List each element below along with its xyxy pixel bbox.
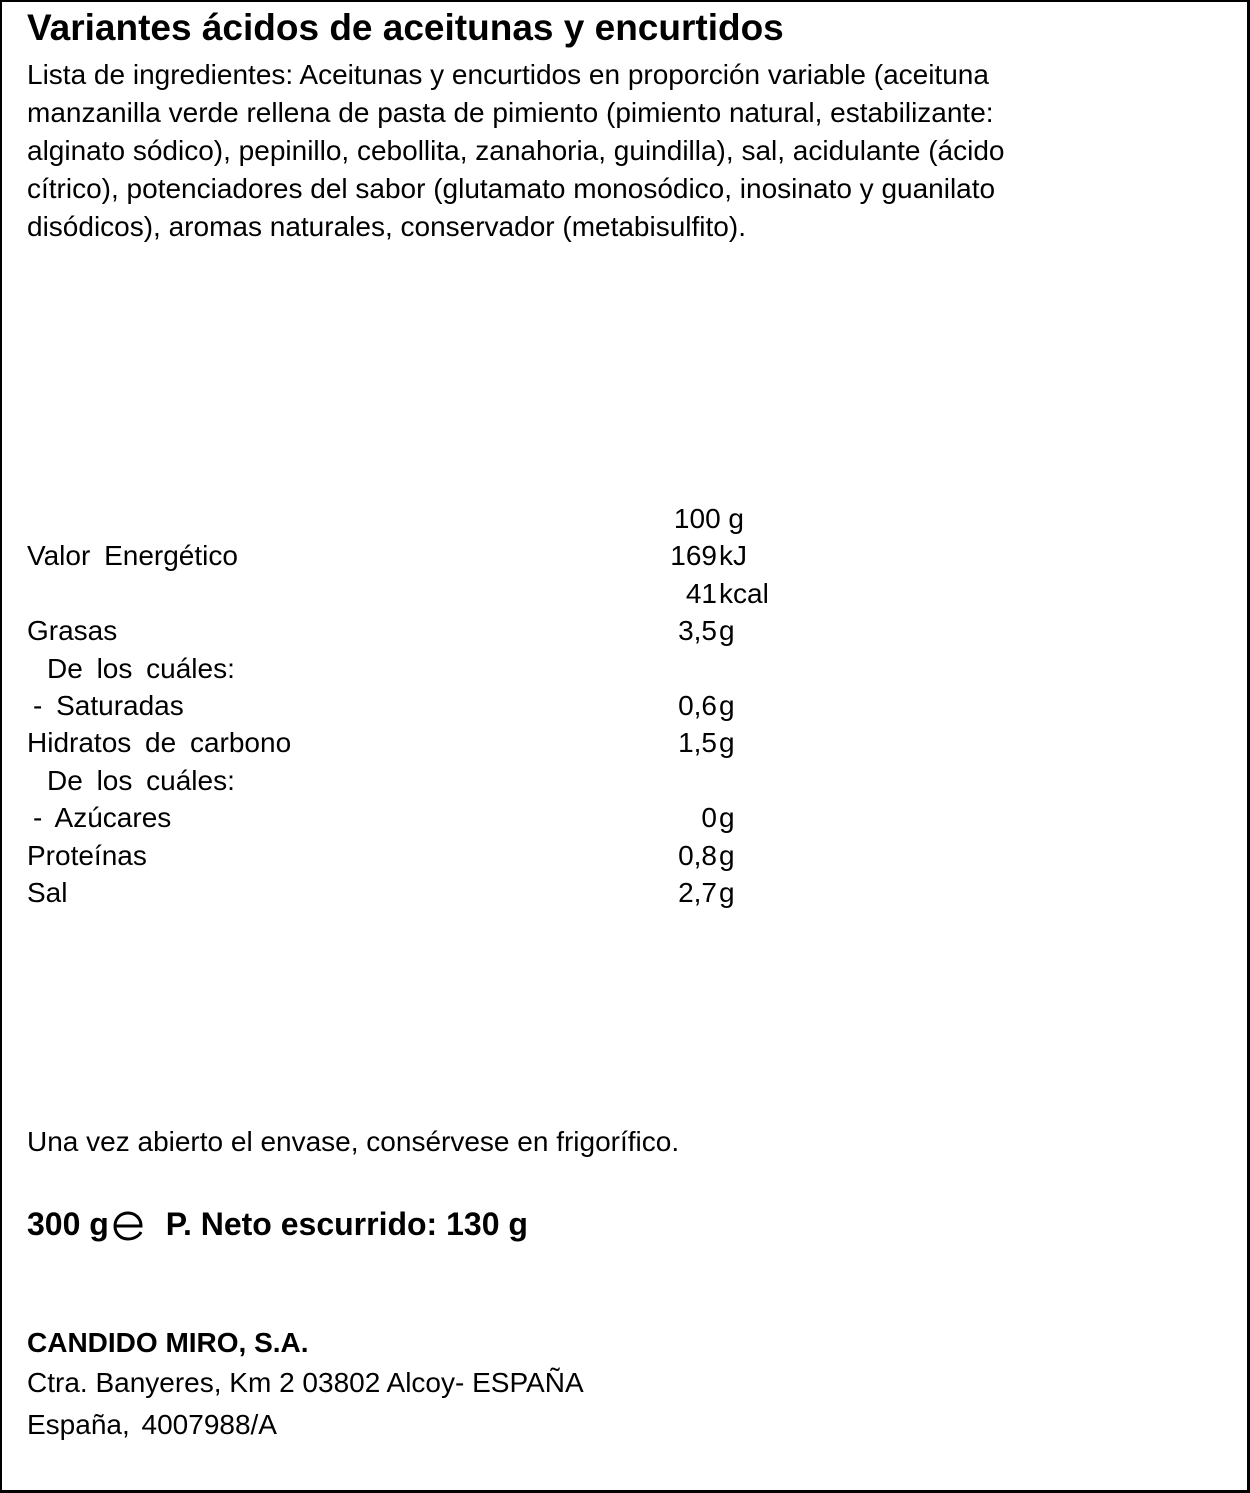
nutrition-label: Grasas (27, 615, 118, 647)
nutrition-label: Valor Energético (27, 540, 238, 572)
company-registry: España, 4007988/A (27, 1409, 277, 1440)
nutrition-label: De los cuáles: (47, 652, 235, 684)
nutrition-unit: g (719, 727, 735, 759)
nutrition-row-protein (27, 837, 927, 874)
net-weight: 300 g (27, 1206, 109, 1242)
nutrition-value: 1,5 (678, 727, 717, 759)
nutrition-unit: g (719, 615, 735, 647)
weight-line (27, 1202, 528, 1246)
nutrition-value: 0,6 (678, 689, 717, 721)
ingredients-line: manzanilla verde rellena de pasta de pimiento (pimiento natural, estabilizante: (27, 97, 994, 128)
nutrition-table (27, 500, 927, 911)
nutrition-unit: g (719, 839, 735, 871)
nutrition-label: - Azúcares (33, 802, 172, 834)
ingredients-line: cítrico), potenciadores del sabor (glutamato monosódico, inosinato y guanilato (27, 173, 996, 204)
ingredients-line: alginato sódico), pepinillo, cebollita, zanahoria, guindilla), sal, acidulante (ácido (27, 135, 1005, 166)
nutrition-value: 2,7 (678, 876, 717, 908)
estimated-sign-icon (111, 1208, 151, 1238)
company-name: CANDIDO MIRO, S.A. (27, 1327, 309, 1358)
nutrition-unit: g (719, 876, 735, 908)
ingredients-line: Lista de ingredientes: Aceitunas y encurtidos en proporción variable (aceituna (27, 59, 989, 90)
storage-instructions: Una vez abierto el envase, consérvese en frigorífico. (27, 1126, 680, 1157)
nutrition-label: Hidratos de carbono (27, 727, 292, 759)
nutrition-unit: kJ (719, 540, 747, 572)
nutrition-label: Sal (27, 876, 68, 908)
product-title: Variantes ácidos de aceitunas y encurtidos (27, 7, 784, 48)
nutrition-row-salt (27, 874, 927, 911)
nutrition-row-energy-kcal (27, 575, 927, 612)
nutrition-label: De los cuáles: (47, 764, 235, 796)
nutrition-label: - Saturadas (33, 689, 184, 721)
nutrition-row-carbs (27, 724, 927, 761)
nutrition-header-row (27, 500, 927, 537)
nutrition-value: 0,8 (678, 839, 717, 871)
nutrition-row-fat (27, 612, 927, 649)
nutrition-row-saturated (27, 687, 927, 724)
nutrition-unit: g (719, 802, 735, 834)
nutrition-value: 169 (670, 540, 717, 572)
nutrition-row-sugars (27, 799, 927, 836)
nutrition-value: 3,5 (678, 615, 717, 647)
ingredients-list (27, 56, 1197, 246)
ingredients-line: disódicos), aromas naturales, conservador (metabisulfito). (27, 211, 746, 242)
drained-weight: P. Neto escurrido: 130 g (165, 1206, 528, 1242)
company-address: Ctra. Banyeres, Km 2 03802 Alcoy- ESPAÑA (27, 1367, 584, 1398)
nutrition-row-of-which (27, 762, 927, 799)
nutrition-row-energy-kj (27, 537, 927, 574)
nutrition-label: Proteínas (27, 839, 147, 871)
nutrition-row-of-which (27, 650, 927, 687)
nutrition-unit: g (719, 689, 735, 721)
nutrition-unit: kcal (719, 577, 769, 609)
nutrition-value: 41 (685, 577, 717, 609)
nutrition-header: 100 g (673, 503, 744, 534)
nutrition-value: 0 (701, 802, 717, 834)
